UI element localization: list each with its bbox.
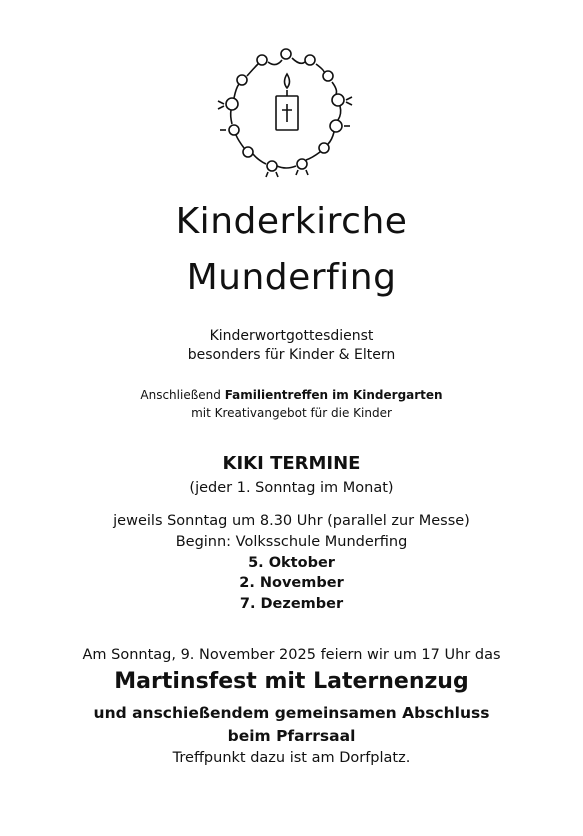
martin-line-1: und anschießendem gemeinsamen Abschluss xyxy=(93,704,490,722)
children-circle-candle-icon xyxy=(206,44,366,178)
kiki-date: 2. November xyxy=(239,575,344,591)
title-line-2: Munderfing xyxy=(186,257,397,298)
martin-intro: Am Sonntag, 9. November 2025 feiern wir um 17 Uhr das xyxy=(82,647,501,663)
martin-meeting: Treffpunkt dazu ist am Dorfplatz. xyxy=(172,750,411,766)
kiki-start: Beginn: Volksschule Munderfing xyxy=(175,534,408,550)
kiki-note: (jeder 1. Sonntag im Monat) xyxy=(189,480,394,496)
family-meeting-highlight: Familientreffen im Kindergarten xyxy=(224,388,443,402)
family-meeting-line xyxy=(0,386,583,404)
kiki-heading: KIKI TERMINE xyxy=(222,453,361,474)
family-meeting-prefix: Anschließend xyxy=(140,388,225,402)
martin-line-2: beim Pfarrsaal xyxy=(227,727,356,745)
family-meeting-line-2: mit Kreativangebot für die Kinder xyxy=(191,406,392,420)
martin-title: Martinsfest mit Laternenzug xyxy=(114,669,469,694)
kiki-date: 7. Dezember xyxy=(239,596,344,612)
intro-line-2: besonders für Kinder & Eltern xyxy=(187,347,396,363)
title-line-1: Kinderkirche xyxy=(175,201,408,242)
kiki-time: jeweils Sonntag um 8.30 Uhr (parallel zur Messe) xyxy=(113,513,470,529)
kiki-date: 5. Oktober xyxy=(248,555,335,571)
intro-line-1: Kinderwortgottesdienst xyxy=(209,328,374,344)
